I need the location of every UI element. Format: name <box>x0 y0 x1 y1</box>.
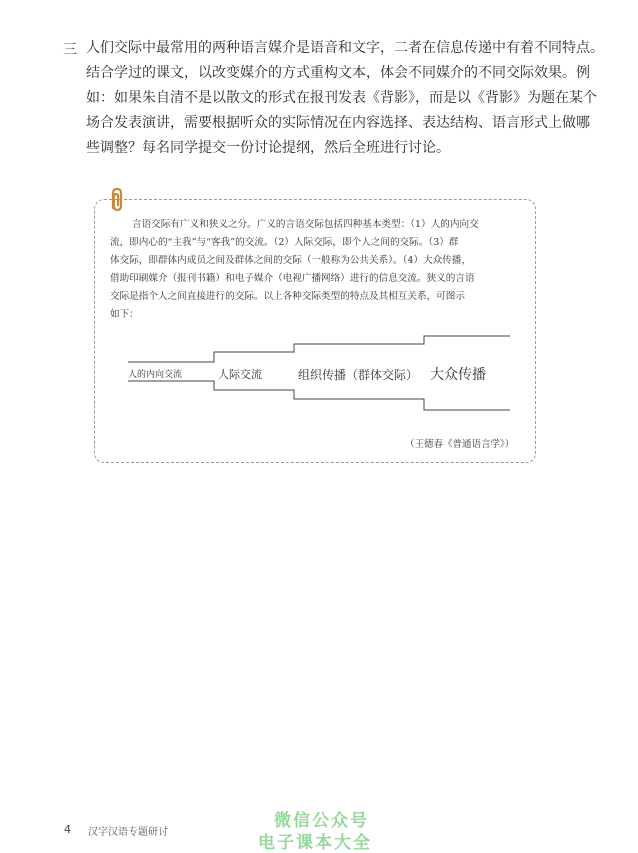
exercise-line: 如：如果朱自清不是以散文的形式在报刊发表《背影》，而是以《背影》为题在某个 <box>86 90 597 106</box>
note-line: 交际是指个人之间直接进行的交际。以上各种交际类型的特点及其相互关系，可图示 <box>110 291 465 302</box>
watermark-line: 微信公众号 <box>274 811 369 831</box>
exercise-line: 场合发表演讲，需要根据听众的实际情况在内容选择、表达结构、语言形式上做哪 <box>86 115 590 131</box>
diagram-stage-intrapersonal: 人的内向交流 <box>128 370 183 380</box>
note-line: 流，即内心的“主我”与“客我”的交流。（2）人际交际，即个人之间的交际。（3）群 <box>110 237 459 248</box>
note-line: 体交际，即群体内成员之间及群体之间的交际（一般称为公共关系）。（4）大众传播， <box>110 255 472 266</box>
note-line: 借助印刷媒介（报刊书籍）和电子媒介（电视广播网络）进行的信息交流。狭义的言语 <box>110 273 475 284</box>
exercise-number: 三 <box>63 42 77 58</box>
diagram-stage-interpersonal: 人际交流 <box>218 368 262 381</box>
note-line: 言语交际有广义和狭义之分。广义的言语交际包括四种基本类型：（1）人的内向交 <box>132 219 479 230</box>
page-number: 4 <box>64 823 71 836</box>
section-title: 汉字汉语专题研讨 <box>88 827 168 838</box>
diagram-stage-mass: 大众传播 <box>430 367 486 383</box>
watermark-line: 电子课本大全 <box>258 833 372 853</box>
paperclip-icon <box>106 187 128 213</box>
note-source: （王德春《普通语言学》） <box>405 439 515 450</box>
note-line: 如下： <box>110 309 139 320</box>
diagram-stage-group: 组织传播（群体交际） <box>298 368 419 382</box>
exercise-line: 些调整？每名同学提交一份讨论提纲，然后全班进行讨论。 <box>86 140 450 156</box>
exercise-line: 结合学过的课文，以改变媒介的方式重构文本，体会不同媒介的不同交际效果。例 <box>86 65 590 81</box>
exercise-line: 人们交际中最常用的两种语言媒介是语音和文字，二者在信息传递中有着不同特点。 <box>86 40 604 56</box>
